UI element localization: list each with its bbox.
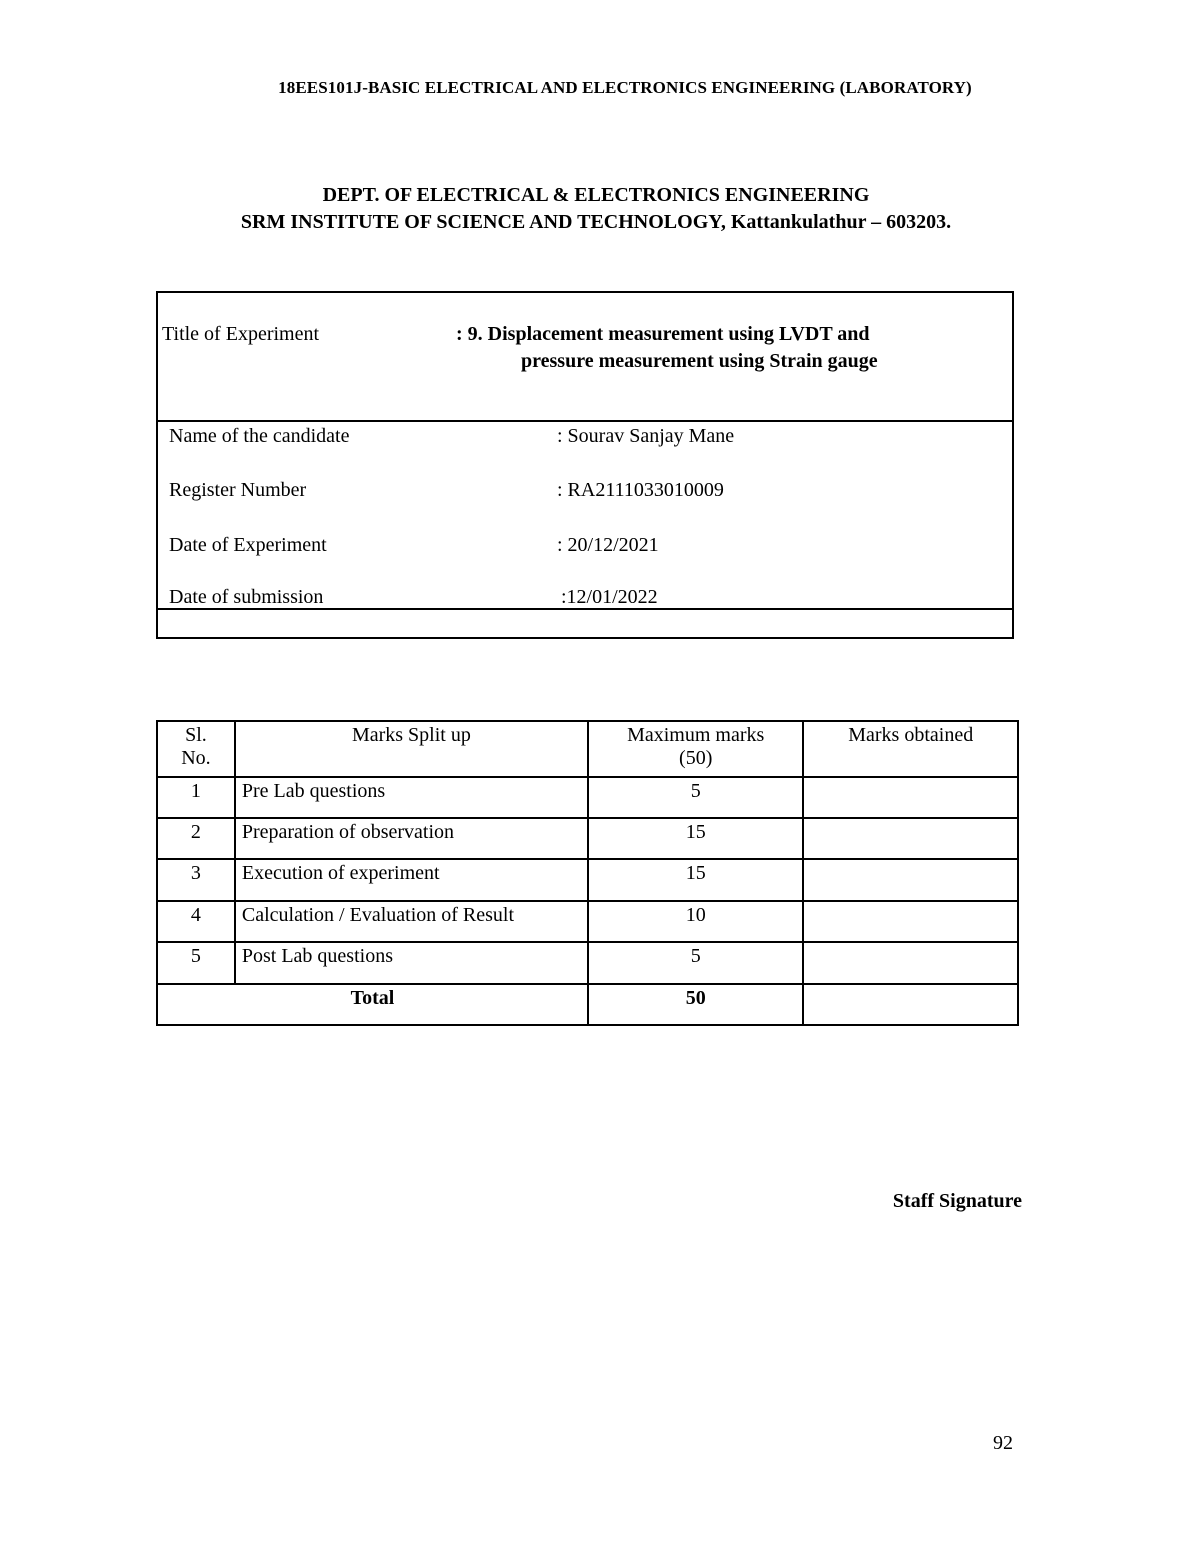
max-marks-header bbox=[588, 721, 804, 777]
marks-table bbox=[156, 720, 1019, 1026]
max-cell: 15 bbox=[588, 859, 804, 901]
title-value-line2: pressure measurement using Strain gauge bbox=[521, 350, 878, 372]
obtained-cell bbox=[803, 942, 1018, 984]
table-row bbox=[157, 777, 1018, 818]
max-cell: 5 bbox=[588, 777, 804, 818]
total-obtained bbox=[803, 984, 1018, 1025]
max-cell: 10 bbox=[588, 901, 804, 942]
table-row bbox=[157, 901, 1018, 942]
max-cell: 5 bbox=[588, 942, 804, 984]
candidate-name-label: Name of the candidate bbox=[169, 425, 350, 447]
item-cell: Execution of experiment bbox=[235, 859, 588, 901]
submission-date-value: :12/01/2022 bbox=[561, 586, 658, 608]
course-header: 18EES101J-BASIC ELECTRICAL AND ELECTRONICS ENGINEERING (LABORATORY) bbox=[278, 78, 972, 97]
sl-no-header bbox=[157, 721, 235, 777]
obtained-cell bbox=[803, 777, 1018, 818]
experiment-date-value: : 20/12/2021 bbox=[557, 534, 659, 556]
sl-no-header-line1: Sl. bbox=[185, 724, 207, 746]
obtained-cell bbox=[803, 818, 1018, 859]
total-label: Total bbox=[157, 984, 588, 1025]
experiment-date-label: Date of Experiment bbox=[169, 534, 327, 556]
table-row bbox=[157, 818, 1018, 859]
max-cell: 15 bbox=[588, 818, 804, 859]
item-cell: Preparation of observation bbox=[235, 818, 588, 859]
register-number-value: : RA2111033010009 bbox=[557, 479, 724, 501]
table-header-row bbox=[157, 721, 1018, 777]
register-number-label: Register Number bbox=[169, 479, 307, 501]
item-cell: Calculation / Evaluation of Result bbox=[235, 901, 588, 942]
table-row bbox=[157, 859, 1018, 901]
sl-cell: 5 bbox=[157, 942, 235, 984]
marks-split-header: Marks Split up bbox=[235, 721, 588, 777]
title-value-line1: : 9. Displacement measurement using LVDT and bbox=[456, 323, 870, 345]
institution-heading: SRM INSTITUTE OF SCIENCE AND TECHNOLOGY, Kattankulathur – 603203. bbox=[240, 211, 952, 233]
sl-cell: 4 bbox=[157, 901, 235, 942]
sl-cell: 3 bbox=[157, 859, 235, 901]
max-marks-header-line2: (50) bbox=[679, 747, 713, 769]
sl-no-header-line2: No. bbox=[181, 747, 211, 769]
table-row bbox=[157, 942, 1018, 984]
department-heading: DEPT. OF ELECTRICAL & ELECTRONICS ENGINEERING bbox=[322, 184, 870, 206]
candidate-name-value: : Sourav Sanjay Mane bbox=[557, 425, 735, 447]
submission-date-label: Date of submission bbox=[169, 586, 324, 608]
sl-cell: 1 bbox=[157, 777, 235, 818]
page-number: 92 bbox=[993, 1432, 1013, 1454]
obtained-cell bbox=[803, 859, 1018, 901]
experiment-info-box bbox=[156, 291, 1014, 639]
total-max: 50 bbox=[588, 984, 804, 1025]
obtained-cell bbox=[803, 901, 1018, 942]
staff-signature-label: Staff Signature bbox=[892, 1190, 1022, 1212]
sl-cell: 2 bbox=[157, 818, 235, 859]
info-divider bbox=[158, 420, 1012, 422]
marks-obtained-header: Marks obtained bbox=[803, 721, 1018, 777]
total-row bbox=[157, 984, 1018, 1025]
title-label: Title of Experiment bbox=[162, 323, 320, 345]
item-cell: Pre Lab questions bbox=[235, 777, 588, 818]
item-cell: Post Lab questions bbox=[235, 942, 588, 984]
max-marks-header-line1: Maximum marks bbox=[627, 724, 765, 746]
